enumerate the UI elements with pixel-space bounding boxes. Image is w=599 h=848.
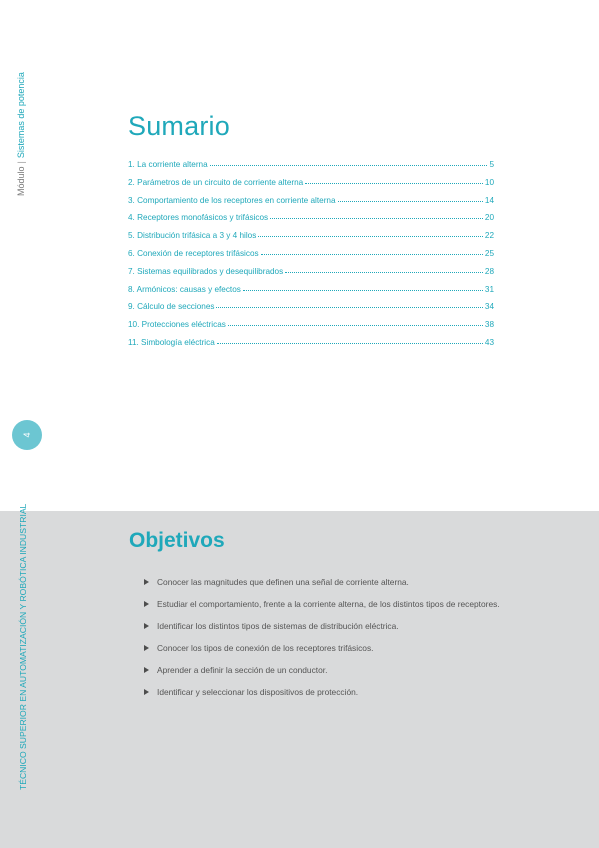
toc-item-page: 28 bbox=[484, 266, 494, 276]
objective-text: Estudiar el comportamiento, frente a la corriente alterna, de los distintos tipos de receptores. bbox=[157, 599, 500, 609]
bullet-triangle-icon bbox=[144, 689, 149, 695]
toc-item[interactable] bbox=[128, 338, 494, 356]
toc-item-page: 22 bbox=[484, 231, 494, 241]
toc-leader bbox=[210, 165, 488, 166]
toc-item-label: 8. Armónicos: causas y efectos bbox=[128, 284, 241, 294]
toc-item-page: 20 bbox=[484, 213, 494, 223]
bullet-triangle-icon bbox=[144, 667, 149, 673]
bullet-triangle-icon bbox=[144, 601, 149, 607]
toc-item-label: 7. Sistemas equilibrados y desequilibrados bbox=[128, 266, 284, 276]
objective-text: Identificar los distintos tipos de sistemas de distribución eléctrica. bbox=[157, 621, 399, 631]
toc-item-page: 14 bbox=[484, 195, 494, 205]
toc-item-label: 6. Conexión de receptores trifásicos bbox=[128, 248, 259, 258]
toc-item[interactable] bbox=[128, 160, 494, 178]
toc-leader bbox=[270, 218, 483, 219]
toc-item-label: 4. Receptores monofásicos y trifásicos bbox=[128, 213, 269, 223]
toc-item[interactable] bbox=[128, 320, 494, 338]
objective-item bbox=[144, 571, 500, 593]
module-separator: | bbox=[16, 161, 26, 164]
page-number-badge bbox=[12, 420, 42, 450]
toc-item[interactable] bbox=[128, 178, 494, 196]
objective-item bbox=[144, 659, 500, 681]
page-number: 4 bbox=[22, 432, 32, 438]
toc-item[interactable] bbox=[128, 213, 494, 231]
toc-item[interactable] bbox=[128, 267, 494, 285]
toc-item-label: 5. Distribución trifásica a 3 y 4 hilos bbox=[128, 231, 257, 241]
toc-item[interactable] bbox=[128, 231, 494, 249]
course-sidebar-label: TÉCNICO SUPERIOR EN AUTOMATIZACIÓN Y ROBÓTICA INDUSTRIAL bbox=[18, 503, 28, 790]
toc-item-page: 31 bbox=[484, 284, 494, 294]
toc-leader bbox=[305, 183, 483, 184]
objective-item bbox=[144, 637, 500, 659]
toc-item-label: 11. Simbología eléctrica bbox=[128, 337, 215, 347]
objective-text: Conocer las magnitudes que definen una señal de corriente alterna. bbox=[157, 577, 409, 587]
toc-item[interactable] bbox=[128, 196, 494, 214]
objective-item bbox=[144, 615, 500, 637]
toc-leader bbox=[338, 201, 483, 202]
toc-item[interactable] bbox=[128, 249, 494, 267]
table-of-contents bbox=[128, 160, 494, 356]
module-label: Módulo bbox=[16, 166, 26, 196]
toc-item[interactable] bbox=[128, 302, 494, 320]
toc-item-page: 10 bbox=[484, 177, 494, 187]
toc-leader bbox=[217, 343, 483, 344]
objective-text: Aprender a definir la sección de un conductor. bbox=[157, 665, 328, 675]
toc-leader bbox=[285, 272, 483, 273]
bullet-triangle-icon bbox=[144, 579, 149, 585]
toc-leader bbox=[243, 290, 483, 291]
objective-item bbox=[144, 593, 500, 615]
module-sidebar-label bbox=[16, 72, 26, 196]
module-name: Sistemas de potencia bbox=[16, 72, 26, 159]
bullet-triangle-icon bbox=[144, 645, 149, 651]
toc-leader bbox=[228, 325, 483, 326]
toc-item[interactable] bbox=[128, 285, 494, 303]
summary-title: Sumario bbox=[128, 111, 230, 141]
toc-leader bbox=[258, 236, 483, 237]
objective-text: Identificar y seleccionar los dispositivos de protección. bbox=[157, 687, 359, 697]
toc-item-page: 43 bbox=[484, 337, 494, 347]
toc-item-label: 1. La corriente alterna bbox=[128, 160, 208, 169]
objectives-title: Objetivos bbox=[129, 529, 225, 552]
objective-text: Conocer los tipos de conexión de los receptores trifásicos. bbox=[157, 643, 374, 653]
toc-item-label: 10. Protecciones eléctricas bbox=[128, 320, 226, 330]
objective-item bbox=[144, 681, 500, 703]
toc-item-page: 5 bbox=[489, 160, 494, 169]
toc-item-label: 9. Cálculo de secciones bbox=[128, 302, 215, 312]
toc-item-page: 25 bbox=[484, 248, 494, 258]
toc-item-label: 3. Comportamiento de los receptores en corriente alterna bbox=[128, 195, 336, 205]
toc-item-page: 38 bbox=[484, 320, 494, 330]
objectives-list bbox=[144, 571, 500, 703]
toc-leader bbox=[216, 307, 482, 308]
toc-leader bbox=[261, 254, 483, 255]
toc-item-label: 2. Parámetros de un circuito de corriente alterna bbox=[128, 177, 304, 187]
bullet-triangle-icon bbox=[144, 623, 149, 629]
toc-item-page: 34 bbox=[484, 302, 494, 312]
